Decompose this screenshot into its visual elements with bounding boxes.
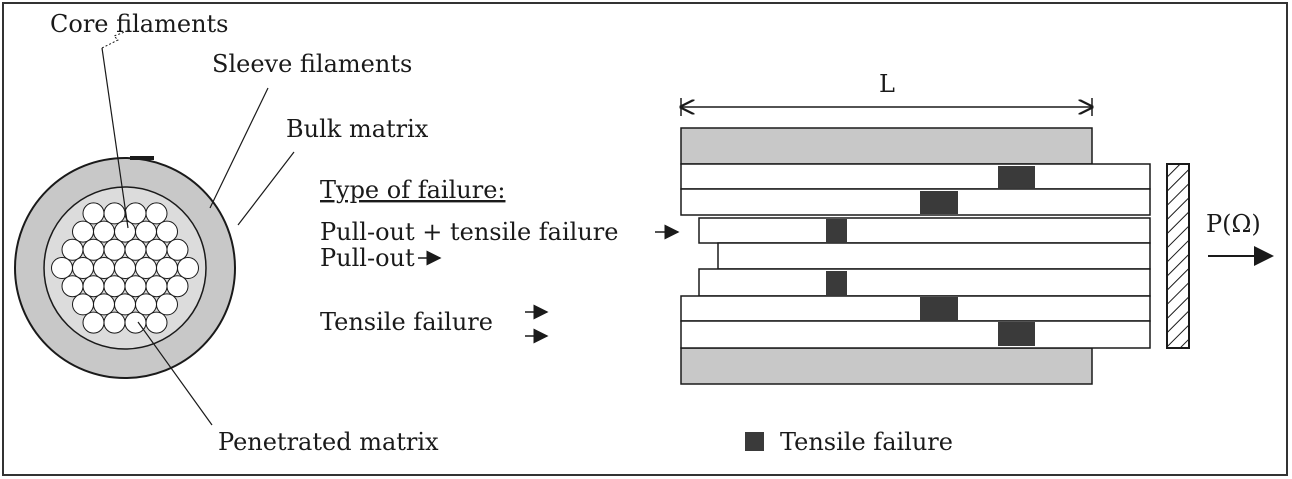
fiber-1	[681, 164, 1150, 189]
bottom-matrix-block	[681, 348, 1092, 384]
fiber-7	[681, 321, 1150, 348]
ring-notch	[130, 156, 154, 160]
bulk-leader-line	[238, 152, 294, 225]
pullout-label: Pull-out	[320, 244, 415, 272]
bulk-matrix-label: Bulk matrix	[286, 115, 429, 143]
penetrated-matrix-label: Penetrated matrix	[218, 428, 439, 456]
failure-mark-5	[920, 297, 958, 320]
length-label: L	[879, 70, 895, 98]
load-label: P(Ω)	[1206, 210, 1261, 238]
fiber-6	[681, 296, 1150, 321]
sleeve-filament	[94, 221, 115, 242]
failure-mark-1	[998, 166, 1035, 188]
sleeve-leader-line	[210, 88, 268, 208]
sleeve-filament	[146, 239, 167, 260]
fiber-bundle	[681, 70, 1272, 384]
sleeve-filament	[167, 276, 188, 297]
sleeve-filament	[83, 312, 104, 333]
sleeve-filament	[125, 203, 146, 224]
fiber-3	[699, 218, 1150, 243]
failure-type-heading: Type of failure:	[320, 176, 506, 204]
sleeve-filament	[136, 294, 157, 315]
sleeve-filaments-label: Sleeve filaments	[212, 50, 413, 78]
core-filament	[115, 258, 136, 279]
core-filaments-label: Core filaments	[50, 10, 229, 38]
pullout-tensile-label: Pull-out + tensile failure	[320, 218, 619, 246]
sleeve-filament	[104, 312, 125, 333]
core-filament	[136, 258, 157, 279]
sleeve-filament	[157, 221, 178, 242]
sleeve-filament	[178, 258, 199, 279]
sleeve-filament	[94, 294, 115, 315]
sleeve-filament	[157, 258, 178, 279]
legend-swatch	[745, 432, 764, 451]
sleeve-filament	[83, 276, 104, 297]
sleeve-filament	[83, 203, 104, 224]
failure-mark-4	[826, 271, 847, 295]
sleeve-filament	[136, 221, 157, 242]
sleeve-filament	[62, 276, 83, 297]
loading-clamp	[1167, 164, 1189, 348]
sleeve-filament	[115, 221, 136, 242]
cross-section	[15, 156, 235, 378]
sleeve-filament	[146, 312, 167, 333]
sleeve-filament	[146, 203, 167, 224]
core-filament	[94, 258, 115, 279]
sleeve-filament	[62, 239, 83, 260]
core-filament	[104, 239, 125, 260]
sleeve-filament	[83, 239, 104, 260]
sleeve-filament	[115, 294, 136, 315]
sleeve-filament	[73, 258, 94, 279]
sleeve-filament	[157, 294, 178, 315]
failure-mark-6	[998, 322, 1035, 346]
fiber-4	[718, 243, 1150, 269]
sleeve-filament	[125, 312, 146, 333]
failure-mark-2	[920, 191, 958, 214]
legend	[745, 428, 953, 456]
core-filament	[125, 239, 146, 260]
fiber-5	[699, 269, 1150, 296]
core-filament	[125, 276, 146, 297]
sleeve-filament	[52, 258, 73, 279]
top-matrix-block	[681, 128, 1092, 164]
fiber-2	[681, 189, 1150, 215]
sleeve-filament	[167, 239, 188, 260]
core-filament	[104, 276, 125, 297]
sleeve-filament	[104, 203, 125, 224]
tensile-failure-label: Tensile failure	[320, 308, 493, 336]
sleeve-filament	[73, 294, 94, 315]
sleeve-filament	[146, 276, 167, 297]
failure-mark-3	[826, 219, 847, 242]
sleeve-filament	[73, 221, 94, 242]
legend-tensile-label: Tensile failure	[780, 428, 953, 456]
